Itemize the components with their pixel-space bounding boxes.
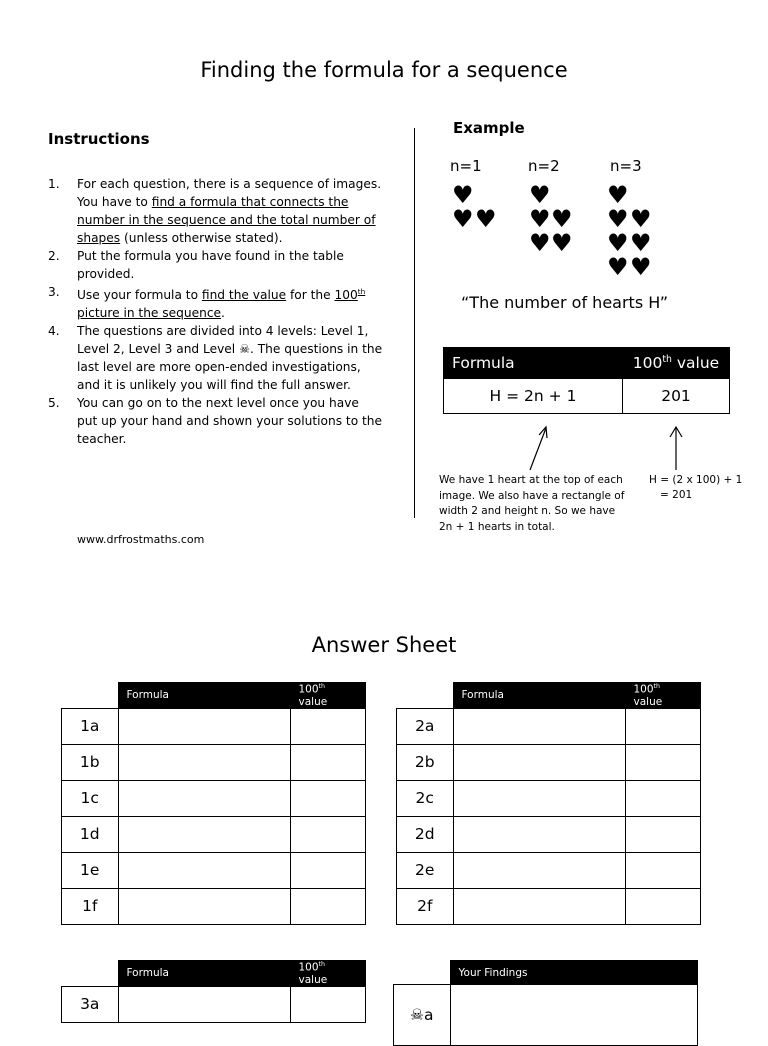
value-header: 100th value: [290, 683, 365, 709]
instruction-item: 4. The questions are divided into 4 levels: Level 1, Level 2, Level 3 and Level ☠. The questions in the last level are more open-ended investigations, and it is unlikely you will find the full answer.: [48, 324, 383, 393]
formula-cell[interactable]: [118, 708, 290, 744]
instruction-item: 3. Use your formula to find the value for the 100th picture in the sequence.: [48, 285, 366, 321]
heart-icon: ♥: [630, 253, 652, 281]
value-cell[interactable]: [625, 744, 700, 780]
question-label: 1f: [62, 888, 119, 924]
example-formula-header: Formula: [444, 348, 623, 379]
example-calculation-line2: = 201: [660, 489, 693, 501]
answer-row: [397, 780, 701, 816]
n2-label: n=2: [528, 157, 560, 175]
example-formula-cell: H = 2n + 1: [444, 379, 623, 414]
question-label: 1b: [62, 744, 119, 780]
answer-row: [394, 985, 698, 1046]
heart-icon: ♥: [607, 229, 629, 257]
value-cell[interactable]: [290, 888, 365, 924]
example-quote: “The number of hearts H”: [461, 293, 669, 312]
example-value-header: 100th value: [623, 348, 730, 379]
example-value-cell: 201: [623, 379, 730, 414]
heart-icon: ♥: [475, 205, 497, 233]
example-table: [443, 347, 730, 414]
example-explanation: We have 1 heart at the top of each image. We also have a rectangle of width 2 and height n. So we have 2n + 1 hearts in total.: [439, 474, 625, 533]
answer-row: [397, 744, 701, 780]
formula-cell[interactable]: [453, 744, 625, 780]
instructions-heading: Instructions: [48, 130, 150, 148]
arrows: [520, 420, 700, 475]
heart-icon: ♥: [630, 205, 652, 233]
question-label: 2b: [397, 744, 454, 780]
heart-icon: ♥: [529, 181, 551, 209]
heart-icon: ♥: [551, 205, 573, 233]
value-cell[interactable]: [290, 780, 365, 816]
formula-header: Formula: [118, 683, 290, 709]
heart-icon: ♥: [452, 181, 474, 209]
value-cell[interactable]: [625, 816, 700, 852]
example-heading: Example: [453, 119, 525, 137]
formula-cell[interactable]: [118, 744, 290, 780]
formula-cell[interactable]: [118, 852, 290, 888]
value-cell[interactable]: [290, 816, 365, 852]
value-header: 100th value: [290, 961, 365, 987]
column-divider: [414, 128, 415, 518]
question-label: 1c: [62, 780, 119, 816]
question-label: 2c: [397, 780, 454, 816]
answer-sheet-heading: Answer Sheet: [311, 633, 457, 657]
value-header: 100th value: [625, 683, 700, 709]
formula-cell[interactable]: [118, 986, 290, 1022]
answer-row: [397, 888, 701, 924]
example-calculation-line1: H = (2 x 100) + 1: [649, 474, 743, 486]
value-cell[interactable]: [625, 852, 700, 888]
answer-row: [62, 780, 366, 816]
answer-table-level2: [396, 682, 701, 925]
website-link[interactable]: www.drfrostmaths.com: [77, 533, 205, 546]
heart-icon: ♥: [452, 205, 474, 233]
instruction-item: 2. Put the formula you have found in the table provided.: [48, 249, 344, 281]
heart-icon: ♥: [607, 205, 629, 233]
answer-row: [62, 986, 366, 1022]
formula-cell[interactable]: [453, 816, 625, 852]
value-cell[interactable]: [290, 986, 365, 1022]
heart-icon: ♥: [607, 181, 629, 209]
findings-header: Your Findings: [450, 961, 697, 985]
page-title: Finding the formula for a sequence: [200, 58, 568, 82]
value-cell[interactable]: [625, 708, 700, 744]
n3-label: n=3: [610, 157, 642, 175]
value-cell[interactable]: [290, 708, 365, 744]
answer-row: [62, 852, 366, 888]
n1-label: n=1: [450, 157, 482, 175]
answer-table-level3: [61, 960, 366, 1023]
findings-cell[interactable]: [450, 985, 697, 1046]
question-label: 1d: [62, 816, 119, 852]
question-label: 2a: [397, 708, 454, 744]
question-label: 3a: [62, 986, 119, 1022]
answer-row: [62, 744, 366, 780]
formula-cell[interactable]: [118, 816, 290, 852]
answer-table-level-skull: [393, 960, 698, 1046]
answer-row: [397, 816, 701, 852]
question-label: ☠a: [394, 985, 451, 1046]
question-label: 1e: [62, 852, 119, 888]
question-label: 2e: [397, 852, 454, 888]
instruction-item: 5. You can go on to the next level once you have put up your hand and shown your solutions to the teacher.: [48, 396, 383, 447]
heart-icon: ♥: [529, 229, 551, 257]
formula-cell[interactable]: [453, 780, 625, 816]
value-cell[interactable]: [290, 744, 365, 780]
formula-header: Formula: [118, 961, 290, 987]
formula-cell[interactable]: [118, 888, 290, 924]
answer-row: [62, 816, 366, 852]
value-cell[interactable]: [625, 888, 700, 924]
value-cell[interactable]: [625, 780, 700, 816]
heart-icon: ♥: [529, 205, 551, 233]
formula-cell[interactable]: [453, 852, 625, 888]
heart-icon: ♥: [630, 229, 652, 257]
answer-row: [397, 852, 701, 888]
answer-row: [62, 888, 366, 924]
formula-cell[interactable]: [453, 888, 625, 924]
formula-cell[interactable]: [118, 780, 290, 816]
answer-row: [397, 708, 701, 744]
question-label: 1a: [62, 708, 119, 744]
formula-header: Formula: [453, 683, 625, 709]
question-label: 2d: [397, 816, 454, 852]
heart-icon: ♥: [551, 229, 573, 257]
formula-cell[interactable]: [453, 708, 625, 744]
instructions-list: [48, 175, 383, 448]
answer-row: [62, 708, 366, 744]
question-label: 2f: [397, 888, 454, 924]
instruction-item: 1. For each question, there is a sequence of images. You have to find a formula that connects the number in the sequence and the total number of shapes (unless otherwise stated).: [48, 177, 382, 245]
value-cell[interactable]: [290, 852, 365, 888]
answer-table-level1: [61, 682, 366, 925]
heart-icon: ♥: [607, 253, 629, 281]
